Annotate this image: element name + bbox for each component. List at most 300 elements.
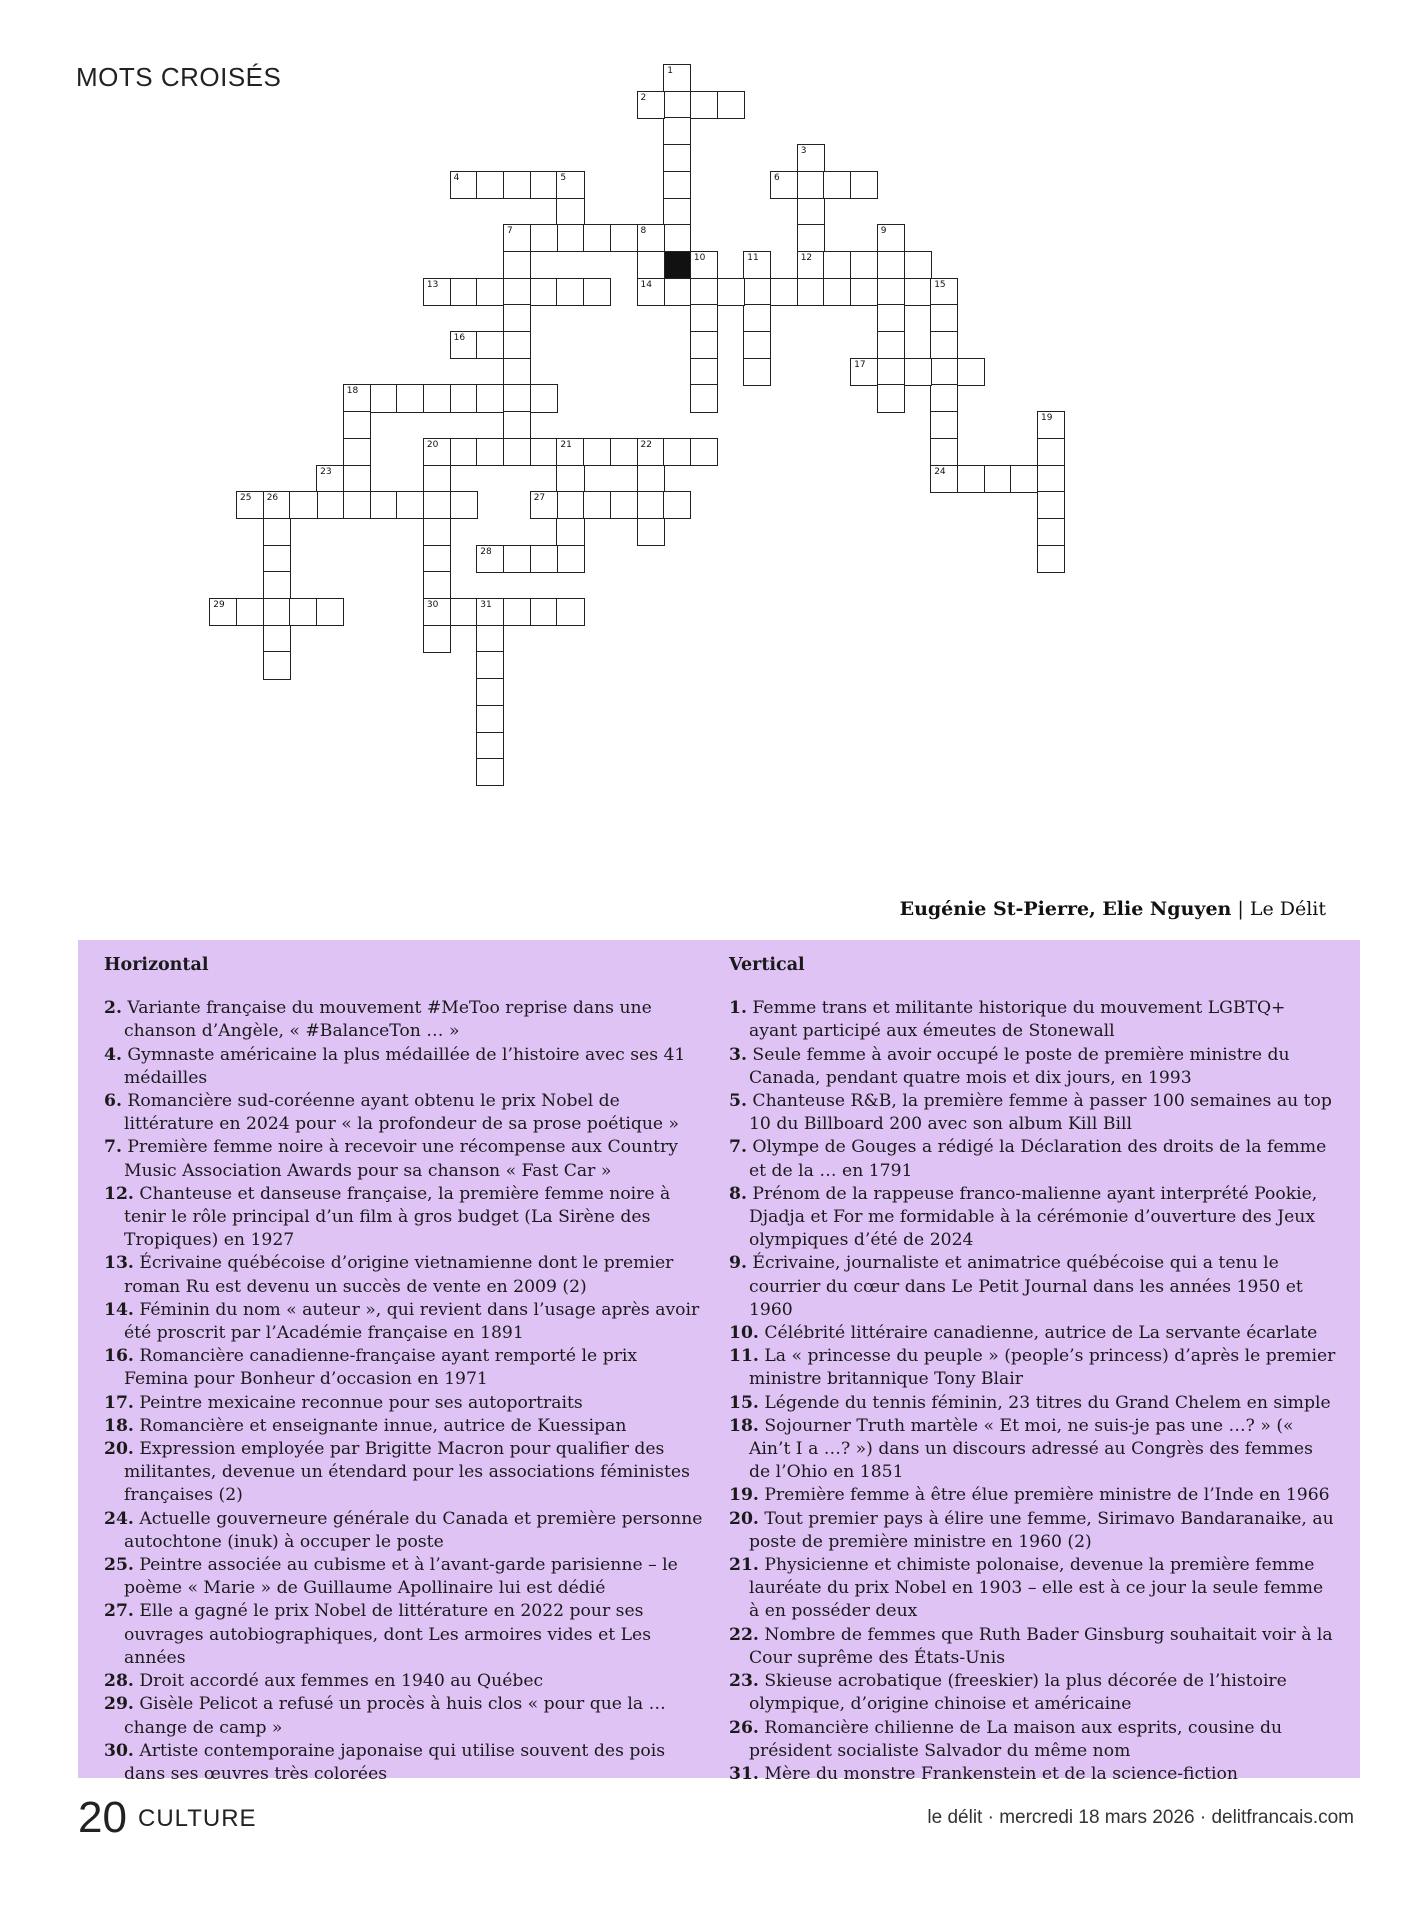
grid-cell[interactable]: [450, 278, 478, 306]
grid-cell[interactable]: [396, 491, 424, 519]
grid-cell[interactable]: [877, 304, 905, 332]
grid-cell[interactable]: [797, 278, 825, 306]
clue-item-number: 6.: [104, 1091, 122, 1112]
grid-cell[interactable]: [476, 625, 504, 653]
grid-cell[interactable]: [637, 278, 665, 306]
clue-item: [729, 1415, 1337, 1485]
grid-cell[interactable]: [370, 491, 398, 519]
grid-cell[interactable]: [663, 491, 691, 519]
clue-number: 4: [453, 172, 460, 183]
grid-cell[interactable]: [663, 438, 691, 466]
clue-number: 18: [346, 386, 359, 397]
clue-item: [104, 1438, 704, 1508]
grid-cell[interactable]: [450, 384, 478, 412]
grid-cell[interactable]: [663, 278, 691, 306]
clue-item: [729, 1183, 1337, 1253]
clue-item: [729, 1136, 1337, 1182]
clue-item-number: 25.: [104, 1555, 134, 1576]
clue-item: [104, 1044, 704, 1090]
clue-number: 28: [480, 546, 492, 557]
grid-cell[interactable]: [850, 251, 878, 279]
clue-item-number: 20.: [104, 1439, 134, 1460]
grid-cell[interactable]: [743, 331, 771, 359]
grid-cell[interactable]: [476, 171, 504, 199]
grid-cell[interactable]: [637, 224, 665, 252]
grid-cell[interactable]: [930, 358, 958, 386]
grid-cell[interactable]: [610, 438, 638, 466]
grid-cell[interactable]: [690, 358, 718, 386]
grid-cell[interactable]: [797, 224, 825, 252]
grid-cell[interactable]: [637, 438, 665, 466]
clue-item-text: Elle a gagné le prix Nobel de littérature en 2022 pour ses ouvrages autobiographiques, dont Les armoires vides et Les années: [124, 1601, 652, 1668]
clue-item-number: 10.: [729, 1323, 759, 1344]
grid-cell[interactable]: [396, 384, 424, 412]
grid-cell[interactable]: [503, 251, 531, 279]
clue-item-number: 27.: [104, 1601, 134, 1622]
clue-item-number: 16.: [104, 1346, 134, 1367]
clues-vertical: [729, 952, 1337, 1786]
clue-number: 7: [507, 226, 513, 237]
grid-cell[interactable]: [450, 331, 478, 359]
grid-cell[interactable]: [556, 171, 584, 199]
grid-cell[interactable]: [690, 278, 718, 306]
grid-cell[interactable]: [343, 491, 371, 519]
grid-cell[interactable]: [930, 465, 958, 493]
clue-number: 20: [426, 439, 439, 450]
grid-cell[interactable]: [530, 171, 558, 199]
clue-number: 31: [480, 600, 492, 610]
clue-item-text: Féminin du nom « auteur », qui revient dans l’usage après avoir été proscrit par l’Académie française en 1891: [124, 1299, 700, 1344]
grid-cell[interactable]: [770, 171, 798, 199]
clue-item-number: 21.: [729, 1555, 759, 1576]
grid-cell[interactable]: [797, 251, 825, 279]
clue-item-number: 24.: [104, 1508, 134, 1529]
clue-number: 10: [693, 252, 706, 263]
clue-item-number: 29.: [104, 1694, 134, 1715]
grid-cell[interactable]: [530, 545, 558, 573]
grid-cell[interactable]: [556, 491, 584, 519]
grid-cell[interactable]: [503, 545, 531, 573]
clue-item: [104, 1508, 704, 1554]
clue-item-text: Femme trans et militante historique du mouvement LGBTQ+ ayant participé aux émeutes de Stonewall: [749, 998, 1286, 1042]
grid-cell[interactable]: [957, 465, 985, 493]
grid-cell[interactable]: [904, 251, 932, 279]
grid-cell[interactable]: [476, 758, 504, 786]
clue-item-text: Chanteuse et danseuse française, la première femme noire à tenir le rôle principal d’un film à gros budget (La Sirène des Tropiques) en 1927: [124, 1183, 671, 1251]
clue-number: 22: [640, 439, 652, 450]
grid-cell[interactable]: [610, 224, 638, 252]
clue-item-text: Artiste contemporaine japonaise qui utilise souvent des pois dans ses œuvres très colorées: [124, 1740, 666, 1784]
grid-cell[interactable]: [423, 438, 451, 466]
grid-cell[interactable]: [690, 251, 718, 279]
credit-separator: |: [1231, 898, 1250, 920]
grid-cell[interactable]: [209, 598, 237, 626]
grid-cell[interactable]: [503, 278, 531, 306]
credit-authors: Eugénie St-Pierre, Elie Nguyen: [899, 898, 1232, 920]
grid-cell[interactable]: [877, 224, 905, 252]
grid-cell[interactable]: [904, 358, 932, 386]
clue-number: 27: [533, 493, 546, 504]
grid-cell[interactable]: [663, 224, 691, 252]
clue-item-number: 18.: [729, 1415, 759, 1436]
clue-item-text: Seule femme à avoir occupé le poste de première ministre du Canada, pendant quatre mois et dix jours, en 1993: [749, 1044, 1290, 1088]
grid-cell[interactable]: [930, 438, 958, 466]
grid-cell[interactable]: [877, 358, 905, 386]
clue-item: [729, 1392, 1337, 1415]
grid-cell[interactable]: [877, 251, 905, 279]
grid-cell[interactable]: [556, 278, 584, 306]
grid-cell[interactable]: [316, 491, 344, 519]
clue-item-text: Prénom de la rappeuse franco-malienne ayant interprété Pookie, Djadja et For me formidable à la cérémonie d’ouverture des Jeux olympiques d’été de 2024: [749, 1183, 1318, 1251]
clue-item: [104, 1600, 704, 1670]
clue-item: [104, 1670, 704, 1693]
credit-publication: Le Délit: [1249, 898, 1326, 920]
clue-number: 19: [1041, 413, 1053, 424]
grid-cell[interactable]: [797, 144, 825, 172]
grid-cell[interactable]: [476, 331, 504, 359]
clue-item-number: 31.: [729, 1763, 759, 1784]
grid-cell[interactable]: [877, 384, 905, 412]
grid-cell[interactable]: [343, 465, 371, 493]
grid-cell[interactable]: [637, 465, 665, 493]
grid-cell[interactable]: [930, 384, 958, 412]
grid-cell[interactable]: [530, 598, 558, 626]
grid-cell[interactable]: [1010, 465, 1038, 493]
grid-cell[interactable]: [450, 491, 478, 519]
grid-cell[interactable]: [476, 678, 504, 706]
clues-vertical-title: Vertical: [729, 955, 805, 975]
grid-cell[interactable]: [476, 545, 504, 573]
clues-horizontal-title: Horizontal: [104, 955, 209, 975]
grid-cell[interactable]: [690, 384, 718, 412]
grid-cell[interactable]: [663, 144, 691, 172]
grid-cell[interactable]: [556, 198, 584, 226]
clue-item: [729, 1484, 1337, 1507]
grid-cell[interactable]: [556, 545, 584, 573]
grid-cell[interactable]: [316, 465, 344, 493]
grid-cell[interactable]: [556, 224, 584, 252]
clue-item: [729, 1717, 1337, 1763]
grid-cell[interactable]: [690, 331, 718, 359]
grid-cell[interactable]: [450, 598, 478, 626]
grid-cell[interactable]: [450, 171, 478, 199]
grid-cell[interactable]: [423, 491, 451, 519]
grid-cell[interactable]: [476, 705, 504, 733]
grid-cell[interactable]: [663, 91, 691, 119]
footer-section: CULTURE: [138, 1805, 257, 1832]
grid-cell[interactable]: [637, 491, 665, 519]
clue-item: [104, 1693, 704, 1739]
grid-cell[interactable]: [423, 571, 451, 599]
clue-item-number: 23.: [729, 1671, 759, 1692]
grid-cell[interactable]: [530, 438, 558, 466]
grid-cell[interactable]: [503, 411, 531, 439]
grid-cell[interactable]: [503, 384, 531, 412]
clue-item: [104, 1740, 704, 1786]
clues-horizontal: [104, 952, 704, 1786]
grid-cell[interactable]: [583, 491, 611, 519]
grid-cell[interactable]: [556, 598, 584, 626]
grid-cell[interactable]: [503, 598, 531, 626]
grid-cell[interactable]: [877, 331, 905, 359]
grid-cell[interactable]: [556, 465, 584, 493]
grid-cell[interactable]: [423, 545, 451, 573]
clue-item-number: 11.: [729, 1346, 759, 1367]
grid-cell[interactable]: [476, 598, 504, 626]
clue-number: 15: [934, 279, 946, 290]
clue-item-text: Romancière sud-coréenne ayant obtenu le prix Nobel de littérature en 2024 pour « la profondeur de sa prose poétique »: [124, 1091, 680, 1135]
clue-number: 30: [426, 600, 439, 610]
grid-black-cell: [663, 251, 691, 279]
grid-cell[interactable]: [690, 304, 718, 332]
clue-item-text: Mère du monstre Frankenstein et de la science-fiction: [764, 1763, 1238, 1784]
clue-item: [729, 1252, 1337, 1322]
grid-cell[interactable]: [637, 518, 665, 546]
grid-cell[interactable]: [236, 598, 264, 626]
grid-cell[interactable]: [797, 198, 825, 226]
clue-item: [104, 1554, 704, 1600]
clue-item-number: 8.: [729, 1183, 747, 1204]
clue-number: 5: [560, 172, 567, 183]
clue-item: [104, 1392, 704, 1415]
grid-cell[interactable]: [263, 571, 291, 599]
grid-cell[interactable]: [530, 224, 558, 252]
grid-cell[interactable]: [823, 171, 851, 199]
clue-item-number: 5.: [729, 1091, 747, 1112]
footer-publication-info: le délit · mercredi 18 mars 2026 · delitfrancais.com: [927, 1807, 1354, 1828]
grid-cell[interactable]: [850, 278, 878, 306]
clue-item-text: Droit accordé aux femmes en 1940 au Québec: [139, 1671, 544, 1692]
grid-cell[interactable]: [930, 411, 958, 439]
clue-item-text: Tout premier pays à élire une femme, Sirimavo Bandaranaike, au poste de première ministre en 1960 (2): [749, 1508, 1334, 1552]
grid-cell[interactable]: [717, 278, 745, 306]
grid-cell[interactable]: [770, 278, 798, 306]
clue-item: [729, 1345, 1337, 1391]
grid-cell[interactable]: [823, 278, 851, 306]
clue-item-text: Écrivaine, journaliste et animatrice québécoise qui a tenu le courrier du cœur dans Le Petit Journal dans les années 1950 et 1960: [749, 1253, 1303, 1320]
clue-item-text: La « princesse du peuple » (people’s princess) d’après le premier ministre britannique Tony Blair: [749, 1346, 1336, 1390]
grid-cell[interactable]: [663, 198, 691, 226]
clue-item: [729, 1670, 1337, 1716]
grid-cell[interactable]: [289, 598, 317, 626]
grid-cell[interactable]: [370, 384, 398, 412]
clue-number: 24: [934, 466, 946, 477]
grid-cell[interactable]: [1037, 465, 1065, 493]
clue-item-text: Romancière chilienne de La maison aux esprits, cousine du président socialiste Salvador du même nom: [749, 1717, 1283, 1761]
grid-cell[interactable]: [850, 171, 878, 199]
clue-number: 16: [453, 333, 466, 343]
grid-cell[interactable]: [823, 251, 851, 279]
grid-cell[interactable]: [556, 438, 584, 466]
grid-cell[interactable]: [423, 518, 451, 546]
clue-item: [104, 1183, 704, 1253]
clue-item-text: Physicienne et chimiste polonaise, devenue la première femme lauréate du prix Nobel en 1903 – elle est à ce jour la seule femme à en posséder deux: [749, 1555, 1324, 1622]
grid-cell[interactable]: [289, 491, 317, 519]
clue-number: 8: [640, 226, 647, 237]
grid-cell[interactable]: [743, 278, 771, 306]
clue-item-text: Olympe de Gouges a rédigé la Déclaration des droits de la femme et de la … en 1791: [749, 1137, 1327, 1181]
clue-item-number: 7.: [104, 1137, 122, 1158]
clue-item: [729, 997, 1337, 1043]
grid-cell[interactable]: [717, 91, 745, 119]
grid-cell[interactable]: [476, 651, 504, 679]
clue-item-number: 4.: [104, 1044, 122, 1065]
grid-cell[interactable]: [850, 358, 878, 386]
clue-number: 6: [774, 172, 780, 183]
clue-item: [104, 1136, 704, 1182]
grid-cell[interactable]: [236, 491, 264, 519]
grid-cell[interactable]: [503, 438, 531, 466]
grid-cell[interactable]: [1037, 518, 1065, 546]
clue-item: [729, 1554, 1337, 1624]
clue-item-number: 9.: [729, 1253, 747, 1274]
clue-item: [104, 1345, 704, 1391]
grid-cell[interactable]: [503, 304, 531, 332]
grid-cell[interactable]: [583, 278, 611, 306]
grid-cell[interactable]: [263, 625, 291, 653]
crossword-grid: [0, 0, 1408, 940]
grid-cell[interactable]: [797, 171, 825, 199]
grid-cell[interactable]: [663, 64, 691, 92]
clue-item-text: Skieuse acrobatique (freeskier) la plus décorée de l’histoire olympique, d’origine chinoise et américaine: [749, 1671, 1287, 1715]
clue-item-text: Gymnaste américaine la plus médaillée de l’histoire avec ses 41 médailles: [124, 1044, 686, 1088]
clue-item-text: Légende du tennis féminin, 23 titres du Grand Chelem en simple: [764, 1392, 1331, 1413]
clue-item-text: Expression employée par Brigitte Macron pour qualifier des militantes, devenue un étendard pour les associations féministes françaises (2): [124, 1439, 690, 1506]
grid-cell[interactable]: [743, 304, 771, 332]
grid-cell[interactable]: [316, 598, 344, 626]
grid-cell[interactable]: [1037, 491, 1065, 519]
grid-cell[interactable]: [530, 491, 558, 519]
grid-cell[interactable]: [663, 171, 691, 199]
grid-cell[interactable]: [930, 278, 958, 306]
clue-item-text: Peintre mexicaine reconnue pour ses autoportraits: [139, 1392, 583, 1413]
grid-cell[interactable]: [343, 438, 371, 466]
grid-cell[interactable]: [503, 171, 531, 199]
grid-cell[interactable]: [263, 491, 291, 519]
grid-cell[interactable]: [423, 384, 451, 412]
clues-vertical-list: [729, 997, 1337, 1786]
clue-item-text: Gisèle Pelicot a refusé un procès à huis clos « pour que la … change de camp »: [124, 1694, 666, 1738]
clue-item-number: 22.: [729, 1624, 759, 1645]
grid-cell[interactable]: [423, 465, 451, 493]
clue-item: [729, 1763, 1337, 1786]
clue-item: [104, 1252, 704, 1298]
clue-number: 1: [667, 66, 673, 76]
grid-cell[interactable]: [476, 438, 504, 466]
grid-cell[interactable]: [637, 91, 665, 119]
clue-number: 29: [213, 600, 225, 610]
clue-item-number: 28.: [104, 1671, 134, 1692]
clue-item: [729, 1508, 1337, 1554]
grid-cell[interactable]: [343, 411, 371, 439]
grid-cell[interactable]: [930, 304, 958, 332]
grid-cell[interactable]: [343, 384, 371, 412]
grid-cell[interactable]: [583, 224, 611, 252]
clue-item-number: 3.: [729, 1044, 747, 1065]
clue-number: 17: [854, 359, 866, 370]
clue-item: [729, 1322, 1337, 1345]
clue-item-number: 30.: [104, 1740, 134, 1761]
grid-cell[interactable]: [530, 278, 558, 306]
grid-cell[interactable]: [637, 251, 665, 279]
clues-panel: [78, 940, 1360, 1784]
section-title: MOTS CROISÉS: [76, 62, 282, 92]
clue-number: 3: [800, 146, 807, 157]
clue-item-text: Première femme noire à recevoir une récompense aux Country Music Association Awards pour sa chanson « Fast Car »: [124, 1137, 678, 1181]
grid-cell[interactable]: [743, 358, 771, 386]
grid-cell[interactable]: [930, 331, 958, 359]
grid-cell[interactable]: [503, 224, 531, 252]
clue-item-number: 12.: [104, 1183, 134, 1204]
grid-cell[interactable]: [583, 438, 611, 466]
grid-cell[interactable]: [530, 384, 558, 412]
grid-cell[interactable]: [904, 278, 932, 306]
grid-cell[interactable]: [423, 598, 451, 626]
grid-cell[interactable]: [476, 384, 504, 412]
clue-item-text: Célébrité littéraire canadienne, autrice de La servante écarlate: [764, 1323, 1318, 1344]
clue-item-text: Romancière et enseignante innue, autrice de Kuessipan: [139, 1415, 627, 1436]
grid-cell[interactable]: [1037, 438, 1065, 466]
clue-item-number: 19.: [729, 1485, 759, 1506]
grid-cell[interactable]: [423, 625, 451, 653]
clue-item-number: 26.: [729, 1717, 759, 1738]
grid-cell[interactable]: [690, 91, 718, 119]
grid-cell[interactable]: [743, 251, 771, 279]
grid-cell[interactable]: [984, 465, 1012, 493]
clue-number: 2: [640, 92, 647, 103]
credit-line: [900, 898, 1326, 920]
grid-cell[interactable]: [556, 518, 584, 546]
clue-item-number: 20.: [729, 1508, 759, 1529]
clue-number: 9: [880, 226, 887, 237]
clue-item-text: Actuelle gouverneure générale du Canada et première personne autochtone (inuk) à occuper le poste: [124, 1508, 703, 1552]
grid-cell[interactable]: [263, 598, 291, 626]
clue-item: [104, 1090, 704, 1136]
clue-number: 13: [426, 279, 439, 290]
clue-item-number: 15.: [729, 1392, 759, 1413]
grid-cell[interactable]: [1037, 545, 1065, 573]
grid-cell[interactable]: [476, 732, 504, 760]
grid-cell[interactable]: [663, 117, 691, 145]
grid-cell[interactable]: [423, 278, 451, 306]
grid-cell[interactable]: [610, 491, 638, 519]
grid-cell[interactable]: [503, 358, 531, 386]
clues-horizontal-list: [104, 997, 704, 1786]
grid-cell[interactable]: [690, 438, 718, 466]
grid-cell[interactable]: [1037, 411, 1065, 439]
clue-number: 26: [266, 493, 279, 504]
grid-cell[interactable]: [263, 545, 291, 573]
clue-item: [729, 1090, 1337, 1136]
clue-item-number: 18.: [104, 1415, 134, 1436]
clue-number: 21: [560, 439, 572, 450]
clue-item-text: Variante française du mouvement #MeToo reprise dans une chanson d’Angèle, « #BalanceTon … »: [124, 998, 652, 1042]
grid-cell[interactable]: [450, 438, 478, 466]
clue-item-number: 1.: [729, 998, 747, 1019]
grid-cell[interactable]: [263, 651, 291, 679]
grid-cell[interactable]: [877, 278, 905, 306]
grid-cell[interactable]: [476, 278, 504, 306]
grid-cell[interactable]: [957, 358, 985, 386]
clue-item-text: Romancière canadienne-française ayant remporté le prix Femina pour Bonheur d’occasion en 1971: [124, 1346, 638, 1390]
clue-item-text: Nombre de femmes que Ruth Bader Ginsburg souhaitait voir à la Cour suprême des États-Unis: [749, 1624, 1333, 1668]
clue-item-number: 17.: [104, 1392, 134, 1413]
grid-cell[interactable]: [503, 331, 531, 359]
clue-item-number: 2.: [104, 998, 122, 1019]
grid-cell[interactable]: [263, 518, 291, 546]
clue-item-text: Chanteuse R&B, la première femme à passer 100 semaines au top 10 du Billboard 200 avec son album Kill Bill: [749, 1091, 1332, 1135]
clue-item: [729, 1624, 1337, 1670]
